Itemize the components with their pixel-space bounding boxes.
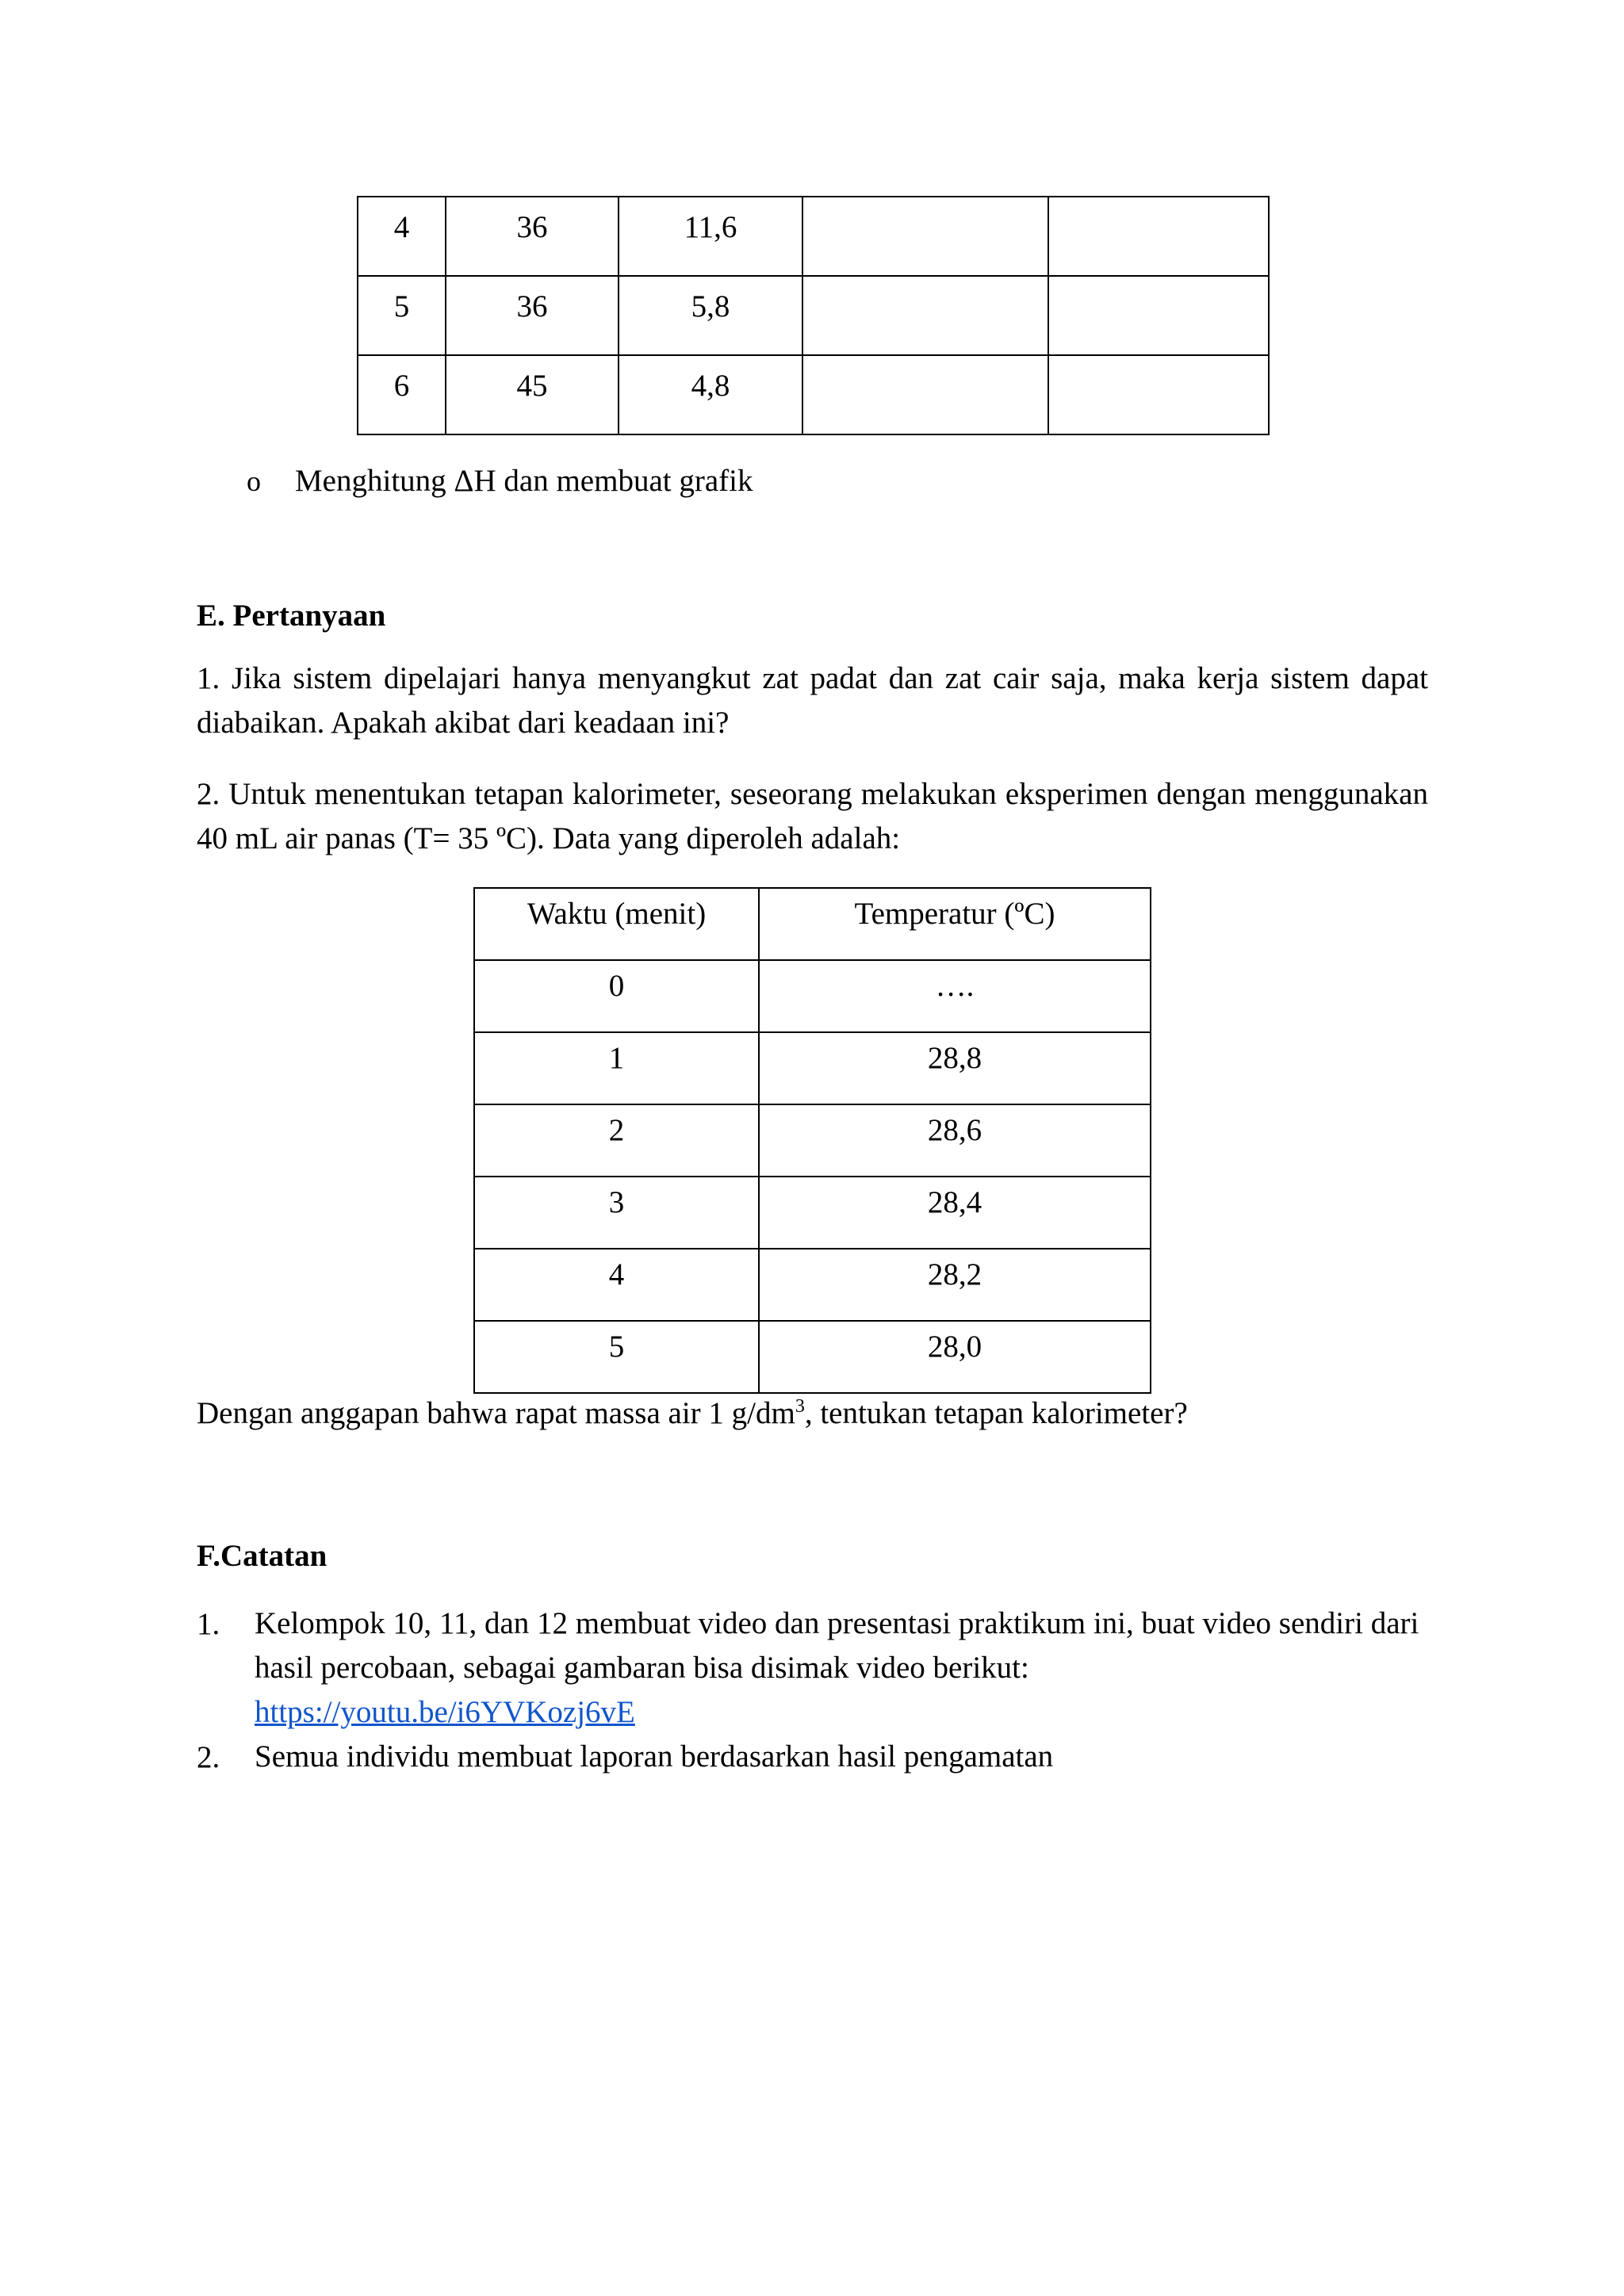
table-cell: 45 [446, 355, 619, 434]
video-link[interactable]: https://youtu.be/i6YVKozj6vE [255, 1695, 635, 1729]
table-row [358, 276, 1269, 355]
table-cell: 2 [474, 1104, 759, 1177]
column-header-temperature: Temperatur (ºC) [759, 888, 1151, 960]
density-question-tail: , tentukan tetapan kalorimeter? [804, 1396, 1188, 1430]
table-cell: 4 [358, 197, 446, 276]
list-item [255, 1601, 1428, 1735]
section-f-heading: F.Catatan [197, 1539, 327, 1573]
table-cell [802, 276, 1048, 355]
table-row [474, 1177, 1151, 1249]
superscript: 3 [795, 1396, 805, 1417]
table-row [474, 1321, 1151, 1393]
table-cell [1048, 355, 1269, 434]
bullet-icon: o [247, 465, 261, 497]
list-item: Semua individu membuat laporan berdasarkan hasil pengamatan [255, 1739, 1054, 1774]
table-row [358, 197, 1269, 276]
table-cell [802, 197, 1048, 276]
table-cell: …. [759, 960, 1151, 1032]
table-cell: 28,8 [759, 1032, 1151, 1104]
table-cell: 36 [446, 197, 619, 276]
list-item-text: Kelompok 10, 11, dan 12 membuat video dan presentasi praktikum ini, buat video sendiri dari hasil percobaan, sebagai gambaran bisa disimak video berikut: [255, 1606, 1419, 1685]
question-2: 2. Untuk menentukan tetapan kalorimeter, seseorang melakukan eksperimen dengan menggunakan 40 mL air panas (T= 35 ºC). Data yang diperoleh adalah: [197, 777, 1428, 855]
table-cell: 28,0 [759, 1321, 1151, 1393]
table-cell [1048, 197, 1269, 276]
table-cell: 28,6 [759, 1104, 1151, 1177]
table-row [474, 1104, 1151, 1177]
table-cell: 4 [474, 1249, 759, 1321]
list-number: 1. [197, 1607, 220, 1641]
table-row [474, 960, 1151, 1032]
table-cell: 28,2 [759, 1249, 1151, 1321]
question-1: 1. Jika sistem dipelajari hanya menyangkut zat padat dan zat cair saja, maka kerja sistem dapat diabaikan. Apakah akibat dari keadaan ini? [197, 661, 1428, 740]
table-row [474, 1249, 1151, 1321]
table-header-row [474, 888, 1151, 960]
table-cell: 5,8 [619, 276, 802, 355]
table-cell: 3 [474, 1177, 759, 1249]
results-table [357, 196, 1270, 435]
bullet-text: Menghitung ΔH dan membuat grafik [295, 464, 753, 498]
temperature-table [473, 887, 1151, 1394]
table-cell: 11,6 [619, 197, 802, 276]
table-cell: 6 [358, 355, 446, 434]
table-cell [1048, 276, 1269, 355]
table-cell: 0 [474, 960, 759, 1032]
table-cell: 5 [358, 276, 446, 355]
table-cell: 5 [474, 1321, 759, 1393]
density-question [197, 1392, 1188, 1436]
density-question-text: Dengan anggapan bahwa rapat massa air 1 g/dm [197, 1396, 795, 1430]
table-row [358, 355, 1269, 434]
column-header-time: Waktu (menit) [474, 888, 759, 960]
list-number: 2. [197, 1740, 220, 1774]
table-cell: 36 [446, 276, 619, 355]
section-e-heading: E. Pertanyaan [197, 599, 386, 633]
table-cell: 1 [474, 1032, 759, 1104]
table-cell [802, 355, 1048, 434]
table-cell: 28,4 [759, 1177, 1151, 1249]
table-row [474, 1032, 1151, 1104]
table-cell: 4,8 [619, 355, 802, 434]
